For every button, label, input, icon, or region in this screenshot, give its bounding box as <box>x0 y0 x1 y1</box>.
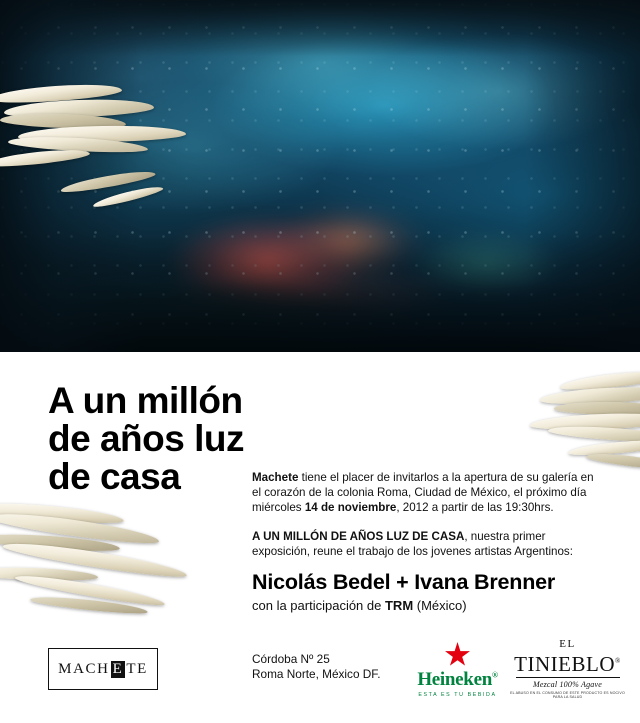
heineken-logo <box>405 642 510 698</box>
heineken-wordmark <box>405 669 510 691</box>
invitation-copy <box>252 470 600 572</box>
artists-block <box>252 570 612 613</box>
participation-line <box>252 598 612 613</box>
headline-line-1: A un millón <box>48 380 243 421</box>
feather-cluster-artwork <box>0 80 230 250</box>
tinieblo-logo <box>505 638 630 698</box>
participation-prefix: con la participación de <box>252 598 385 613</box>
heineken-tagline: ESTA ES TU BEBIDA <box>418 692 497 698</box>
participation-suffix: (México) <box>413 598 467 613</box>
venue-address <box>252 652 381 682</box>
paragraph-invitation-text-a: tiene el placer de invitarlos a la apertura de su galería en el corazón de la colonia Roma, Ciudad de México, el próximo día miércoles <box>252 471 594 515</box>
divider <box>516 677 620 678</box>
star-icon <box>445 642 471 668</box>
machete-gallery-logo <box>48 648 158 690</box>
tinieblo-name <box>505 650 630 675</box>
paragraph-exhibition-text: , nuestra primer exposición, reune el trabajo de los jovenes artistas Argentinos: <box>252 529 573 558</box>
event-date: 14 de noviembre <box>304 501 397 515</box>
tinieblo-fine-print: EL ABUSO EN EL CONSUMO DE ESTE PRODUCTO ES NOCIVO PARA LA SALUD <box>510 691 625 700</box>
paragraph-invitation-text-b: , 2012 a partir de las 19:30hrs. <box>396 501 554 515</box>
headline-line-2: de años luz <box>48 418 244 459</box>
artist-names: Nicolás Bedel + Ivana Brenner <box>252 570 556 594</box>
tinieblo-registered: ® <box>614 657 621 665</box>
tinieblo-el: EL <box>559 638 576 650</box>
feather-cluster-left <box>0 502 250 632</box>
machete-logo-part-1: MACH <box>58 660 110 677</box>
address-line-2: Roma Norte, México DF. <box>252 667 381 681</box>
poster-info-panel <box>0 352 640 723</box>
tinieblo-wordmark: TINIEBLO <box>514 652 615 676</box>
headline-line-3: de casa <box>48 456 181 497</box>
exhibition-title: A UN MILLÓN DE AÑOS LUZ DE CASA <box>252 529 465 543</box>
heineken-registered: ® <box>491 670 498 680</box>
artwork-image <box>0 0 640 352</box>
machete-logo-text <box>58 661 148 678</box>
participation-brand: TRM <box>384 598 414 613</box>
address-line-1: Córdoba Nº 25 <box>252 652 330 666</box>
paragraph-exhibition <box>252 529 600 559</box>
tinieblo-tagline: Mezcal 100% Agave <box>532 680 602 689</box>
paragraph-invitation <box>252 470 600 516</box>
brand-name: Machete <box>252 471 299 484</box>
machete-logo-part-2: TE <box>126 660 148 677</box>
machete-logo-boxed-letter: E <box>112 660 124 677</box>
heineken-word: Heineken <box>417 669 492 690</box>
